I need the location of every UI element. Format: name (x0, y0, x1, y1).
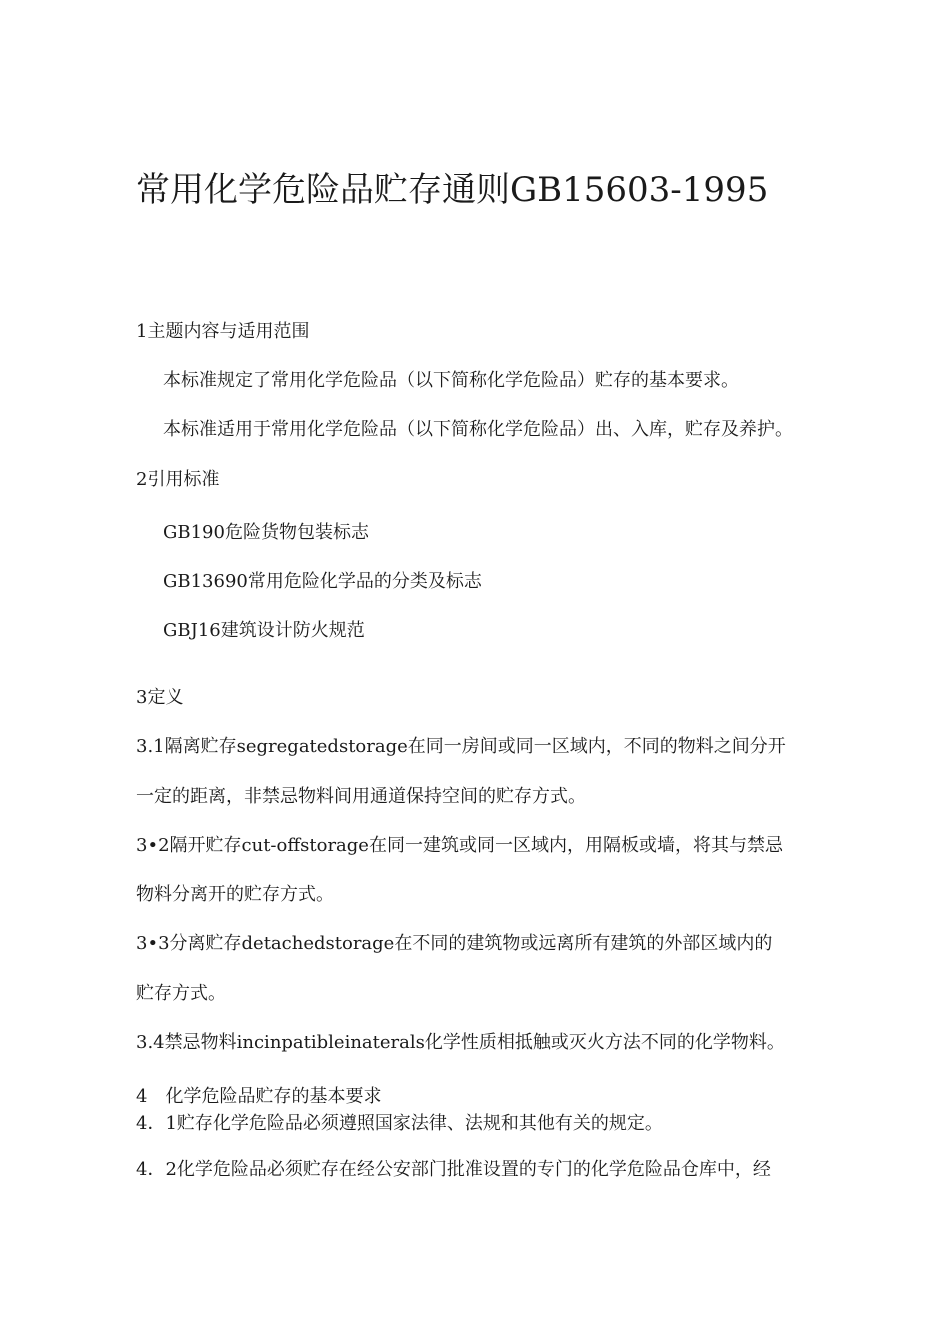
requirement-4-1: 4．1贮存化学危险品必须遵照国家法律、法规和其他有关的规定。 (136, 1113, 663, 1134)
definition-3-1-line-2: 一定的距离，非禁忌物料间用通道保持空间的贮存方式。 (136, 786, 586, 807)
reference-gb13690: GB13690常用危险化学品的分类及标志 (163, 571, 482, 592)
reference-gbj16: GBJ16建筑设计防火规范 (163, 620, 365, 641)
section-4-heading: 4 化学危险品贮存的基本要求 (136, 1086, 382, 1107)
definition-3-3-line-2: 贮存方式。 (136, 983, 226, 1004)
section-1-paragraph-2: 本标准适用于常用化学危险品（以下简称化学危险品）出、入库，贮存及养护。 (163, 419, 793, 440)
section-2-heading: 2引用标准 (136, 469, 220, 490)
definition-3-4: 3.4禁忌物料incinpatibleinaterals化学性质相抵触或灭火方法不同的化学物料。 (136, 1032, 785, 1053)
section-1-paragraph-1: 本标准规定了常用化学危险品（以下简称化学危险品）贮存的基本要求。 (163, 370, 739, 391)
section-3-heading: 3定义 (136, 687, 184, 708)
section-1-heading: 1主题内容与适用范围 (136, 321, 310, 342)
reference-gb190: GB190危险货物包装标志 (163, 522, 369, 543)
definition-3-2-line-1: 3•2隔开贮存cut-offstorage在同一建筑或同一区域内，用隔板或墙，将其与禁忌 (136, 835, 783, 856)
definition-3-1-line-1: 3.1隔离贮存segregatedstorage在同一房间或同一区域内，不同的物料之间分开 (136, 736, 786, 757)
document-title: 常用化学危险品贮存通则GB15603-1995 (136, 170, 769, 210)
requirement-4-2: 4．2化学危险品必须贮存在经公安部门批准设置的专门的化学危险品仓库中，经 (136, 1159, 771, 1180)
definition-3-3-line-1: 3•3分离贮存detachedstorage在不同的建筑物或远离所有建筑的外部区域内的 (136, 933, 773, 954)
definition-3-2-line-2: 物料分离开的贮存方式。 (136, 884, 334, 905)
